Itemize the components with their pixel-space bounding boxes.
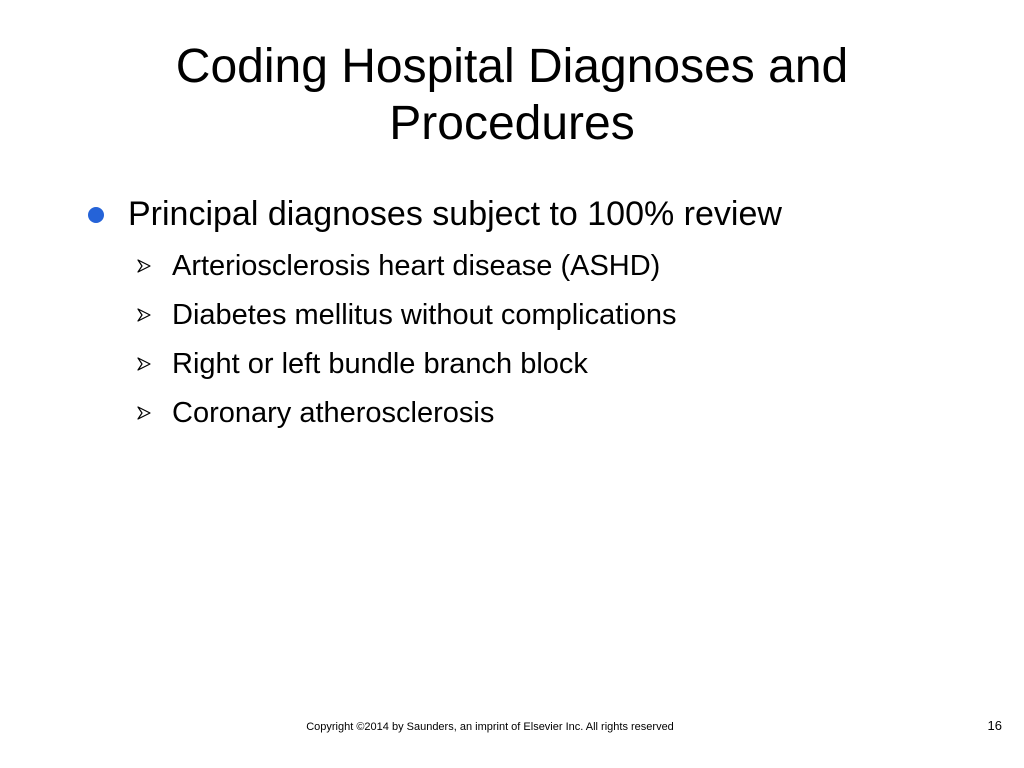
sub-bullet-text: Right or left bundle branch block <box>172 348 588 380</box>
bullet-dot-icon <box>88 207 104 223</box>
sub-bullet-item <box>0 340 1024 389</box>
sub-bullet-group <box>0 242 1024 438</box>
slide-title: Coding Hospital Diagnoses and Procedures <box>175 40 849 150</box>
arrowhead-bullet-icon <box>136 307 152 323</box>
page-number: 16 <box>987 718 1002 733</box>
bullet-text: Principal diagnoses subject to 100% review <box>128 195 782 233</box>
arrowhead-bullet-icon <box>136 258 152 274</box>
bullet-item <box>0 190 1024 242</box>
sub-bullet-text: Arteriosclerosis heart disease (ASHD) <box>172 250 661 282</box>
sub-bullet-text: Diabetes mellitus without complications <box>172 299 677 331</box>
arrowhead-bullet-icon <box>136 356 152 372</box>
sub-bullet-item <box>0 242 1024 291</box>
arrowhead-bullet-icon <box>136 405 152 421</box>
sub-bullet-list <box>0 242 1024 438</box>
bullet-list <box>0 190 1024 438</box>
copyright-footer: Copyright ©2014 by Saunders, an imprint of Elsevier Inc. All rights reserved <box>306 721 674 733</box>
sub-bullet-item <box>0 291 1024 340</box>
sub-bullet-item <box>0 389 1024 438</box>
sub-bullet-text: Coronary atherosclerosis <box>172 397 495 429</box>
